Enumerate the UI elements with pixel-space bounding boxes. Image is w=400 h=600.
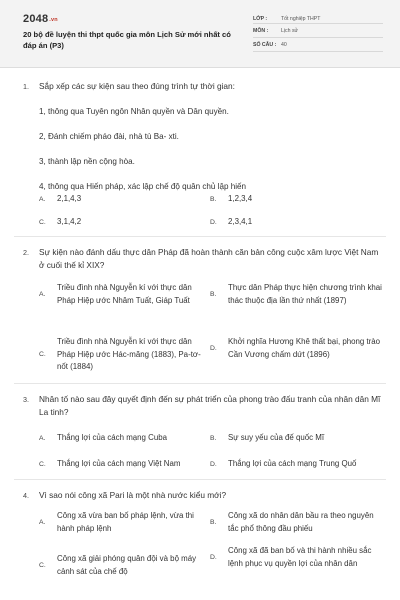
option-text: Triều đình nhà Nguyễn kí với thực dân Pháp Hiệp ước Hác-măng (1883), Pa-tơ-nốt (1884) [57,337,201,371]
option-text: Khởi nghĩa Hương Khê thất bại, phong trào Cần Vương chấm dứt (1896) [228,337,381,359]
question-number: 1. [23,82,29,91]
question-text: Sự kiện nào đánh dấu thực dân Pháp đã hoàn thành căn bản công cuộc xâm lược Việt Nam ở cuối thế kỉ XIX? [39,247,379,270]
option-letter: D. [210,554,217,561]
question-statement: 1, thông qua Tuyên ngôn Nhân quyền và Dân quyền. [39,107,229,116]
question-number: 4. [23,491,29,500]
question-statement: 3, thành lập nền cộng hòa. [39,157,135,166]
question-2 [23,246,383,272]
option-text: Sự suy yếu của đế quốc Mĩ [228,433,325,442]
answer-option-b[interactable] [210,282,390,307]
answer-option-c[interactable] [39,216,81,229]
question-number: 2. [23,248,29,257]
option-letter: D. [210,345,217,352]
option-letter: B. [210,195,217,203]
option-text: Thắng lợi của cách mạng Trung Quố [228,459,357,468]
option-text: Công xã do nhân dân bầu ra theo nguyên tắc phổ thông đầu phiếu [228,511,374,533]
option-text: Thắng lợi của cách mạng Việt Nam [57,459,181,468]
answer-option-d[interactable] [210,545,390,570]
question-text: Sắp xếp các sự kiện sau theo đúng trình tự thời gian: [39,81,235,91]
option-text: 1,2,3,4 [228,194,253,203]
option-letter: B. [210,291,217,298]
option-letter: C. [39,562,46,569]
answer-option-c[interactable] [39,553,209,578]
option-letter: A. [39,519,46,526]
answer-option-a[interactable] [39,432,167,445]
option-text: Triều đình nhà Nguyễn kí với thực dân Pháp Hiệp ước Nhâm Tuất, Giáp Tuất [57,283,192,305]
option-letter: A. [39,195,46,203]
option-letter: D. [210,218,217,226]
answer-option-a[interactable] [39,193,81,206]
option-text: 2,3,4,1 [228,217,253,226]
meta-label: SỐ CÂU : [253,41,277,48]
answer-option-c[interactable] [39,336,209,374]
option-letter: B. [210,519,217,526]
meta-label: MÔN : [253,27,269,34]
question-text: Vì sao nói công xã Pari là một nhà nước kiểu mới? [39,490,227,500]
option-text: Công xã vừa ban bố pháp lệnh, vừa thi hành pháp lệnh [57,511,194,533]
question-divider [14,383,386,384]
answer-option-b[interactable] [210,432,324,445]
option-letter: A. [39,291,46,298]
option-letter: B. [210,434,217,442]
answer-option-d[interactable] [210,336,390,361]
question-statement: 4, thông qua Hiến pháp, xác lập chế độ quân chủ lập hiến [39,182,246,191]
answer-option-c[interactable] [39,458,180,471]
option-text: Thắng lợi của cách mạng Cuba [57,433,168,442]
document-header [0,0,400,68]
question-statement: 2, Đánh chiếm pháo đài, nhà tù Ba- xti. [39,132,179,141]
answer-option-d[interactable] [210,458,390,471]
option-letter: C. [39,218,46,226]
option-text: 2,1,4,3 [57,194,82,203]
question-4 [23,489,383,502]
option-text: Thực dân Pháp thực hiện chương trình khai thác thuộc địa lần thứ nhất (1897) [228,283,382,305]
question-3 [23,393,383,419]
option-text: 3,1,4,2 [57,217,82,226]
option-text: Công xã đã ban bố và thi hành nhiều sắc lệnh phục vụ quyền lợi của nhân dân [228,546,372,568]
meta-grade [253,14,383,24]
option-letter: C. [39,460,46,468]
answer-option-a[interactable] [39,510,209,535]
option-letter: A. [39,434,46,442]
option-letter: C. [39,351,46,359]
meta-value: Tốt nghiệp THPT [281,15,321,22]
document-title: 20 bộ đề luyện thi thpt quốc gia môn Lịch Sử mới nhất có đáp án (P3) [23,30,231,50]
question-divider [14,236,386,237]
meta-subject [253,24,383,38]
logo-text: 2048 [23,13,49,25]
answer-option-d[interactable] [210,216,252,229]
answer-option-b[interactable] [210,193,252,206]
document-meta [253,14,383,52]
answer-option-a[interactable] [39,282,209,307]
answer-option-b[interactable] [210,510,390,535]
meta-value: 40 [281,41,287,48]
option-text: Công xã giải phóng quân đội và bộ máy cảnh sát của chế độ [57,554,197,576]
option-letter: D. [210,460,217,468]
question-divider [14,479,386,480]
site-logo[interactable] [23,13,58,25]
question-1 [23,80,383,230]
meta-value: Lịch sử [281,27,299,34]
meta-label: LỚP : [253,15,268,22]
logo-suffix: .vn [49,17,58,23]
question-number: 3. [23,395,29,404]
meta-question-count [253,38,383,52]
question-text: Nhân tố nào sau đây quyết định đến sự phát triển của phong trào đấu tranh của nhân dân Mĩ La tinh? [39,394,381,417]
